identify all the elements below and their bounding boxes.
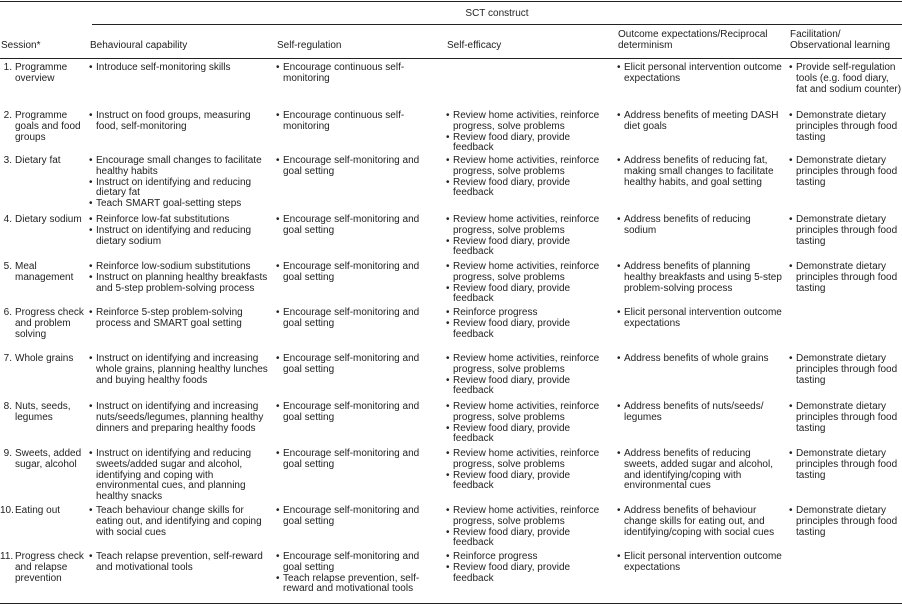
session-title: Progress check and relapse prevention <box>15 551 84 584</box>
bullet-list <box>276 506 439 528</box>
session-number: 8. <box>3 401 12 412</box>
bullet-item: • Elicit personal intervention outcome expectations <box>617 552 782 574</box>
session-title: Eating out <box>15 505 61 516</box>
cell-self-regulation <box>276 354 439 376</box>
bullet-list <box>89 552 271 574</box>
bullet-list <box>617 354 782 365</box>
bullet-list <box>446 215 611 258</box>
bullet-item: • Encourage self-monitoring and goal setting <box>276 449 439 471</box>
bullet-list <box>276 449 439 471</box>
cell-self-efficacy <box>446 354 611 397</box>
bullet-list <box>446 262 611 305</box>
bullet-list <box>276 402 439 424</box>
cell-behavioural-capability <box>89 156 271 210</box>
bullet-list <box>789 506 902 538</box>
bullet-list <box>446 111 611 154</box>
bullet-item: • Review home activities, reinforce progress, solve problems <box>446 449 611 471</box>
bullet-item: • Review food diary, provide feedback <box>446 424 611 446</box>
cell-behavioural-capability <box>89 215 271 247</box>
bullet-item: • Reinforce progress <box>446 552 611 563</box>
cell-outcome-expectations <box>617 156 782 188</box>
bullet-item: • Encourage self-monitoring and goal setting <box>276 262 439 284</box>
bullet-list <box>446 449 611 492</box>
col-header-behavioural-capability: Behavioural capability <box>90 40 188 51</box>
bullet-list <box>89 308 271 330</box>
session-cell <box>0 354 88 365</box>
session-number: 7. <box>3 353 12 364</box>
session-number: 9. <box>3 448 12 459</box>
session-number: 10. <box>0 505 14 516</box>
cell-behavioural-capability <box>89 111 271 133</box>
cell-facilitation <box>789 506 902 538</box>
session-cell <box>0 156 88 167</box>
bullet-list <box>89 262 271 294</box>
bullet-item: • Demonstrate dietary principles through food tasting <box>789 506 902 538</box>
cell-behavioural-capability <box>89 63 271 74</box>
group-header-rule <box>92 24 902 25</box>
session-title: Meal management <box>15 261 74 283</box>
bullet-list <box>617 449 782 492</box>
cell-outcome-expectations <box>617 552 782 574</box>
bullet-item: • Review food diary, provide feedback <box>446 471 611 493</box>
session-number: 4. <box>3 214 12 225</box>
session-cell <box>0 506 88 517</box>
session-title: Programme overview <box>15 62 68 84</box>
bullet-item: • Instruct on identifying and reducing dietary sodium <box>89 226 271 248</box>
bullet-list <box>617 63 782 85</box>
sct-construct-header: SCT construct <box>465 8 529 19</box>
col-header-self-regulation: Self-regulation <box>277 40 342 51</box>
bullet-list <box>89 111 271 133</box>
bullet-item: • Review home activities, reinforce progress, solve problems <box>446 402 611 424</box>
bullet-item: • Review home activities, reinforce progress, solve problems <box>446 215 611 237</box>
cell-outcome-expectations <box>617 449 782 492</box>
bullet-item: • Encourage continuous self-monitoring <box>276 63 439 85</box>
cell-facilitation <box>789 156 902 188</box>
cell-behavioural-capability <box>89 506 271 538</box>
bullet-item: • Review food diary, provide feedback <box>446 284 611 306</box>
col-header-facilitation: Facilitation/ Observational learning <box>790 29 891 51</box>
bullet-item: • Encourage self-monitoring and goal setting <box>276 156 439 178</box>
session-number: 2. <box>3 110 12 121</box>
bullet-item: • Encourage self-monitoring and goal setting <box>276 402 439 424</box>
bullet-list <box>446 402 611 445</box>
cell-outcome-expectations <box>617 63 782 85</box>
session-cell <box>0 63 88 85</box>
bullet-list <box>446 308 611 340</box>
cell-facilitation <box>789 63 902 95</box>
cell-outcome-expectations <box>617 111 782 133</box>
bullet-item: • Encourage continuous self-monitoring <box>276 111 439 133</box>
bullet-item: • Introduce self-monitoring skills <box>89 63 271 74</box>
session-title: Whole grains <box>15 353 74 364</box>
bullet-item: • Demonstrate dietary principles through food tasting <box>789 354 902 386</box>
cell-outcome-expectations <box>617 354 782 365</box>
cell-outcome-expectations <box>617 506 782 538</box>
cell-self-regulation <box>276 402 439 424</box>
bullet-list <box>617 262 782 294</box>
session-cell <box>0 552 88 584</box>
bullet-list <box>89 354 271 386</box>
cell-self-regulation <box>276 111 439 133</box>
bullet-item: • Instruct on identifying and reducing sweets/added sugar and alcohol, identifying and coping with environmental cues, and planning healthy snacks <box>89 449 271 503</box>
session-title: Nuts, seeds, legumes <box>15 401 71 423</box>
bullet-item: • Encourage self-monitoring and goal setting <box>276 506 439 528</box>
cell-self-regulation <box>276 308 439 330</box>
bullet-list <box>617 215 782 237</box>
cell-self-efficacy <box>446 402 611 445</box>
bullet-list <box>89 156 271 210</box>
bullet-item: • Instruct on planning healthy breakfasts and 5-step problem-solving process <box>89 273 271 295</box>
bullet-list <box>446 354 611 397</box>
cell-outcome-expectations <box>617 402 782 424</box>
bullet-item: • Review food diary, provide feedback <box>446 319 611 341</box>
bullet-item: • Reinforce low-sodium substitutions <box>89 262 271 273</box>
cell-facilitation <box>789 262 902 294</box>
bullet-item: • Elicit personal intervention outcome expectations <box>617 63 782 85</box>
bullet-list <box>789 215 902 247</box>
bullet-list <box>789 402 902 434</box>
bullet-list <box>89 449 271 503</box>
bullet-list <box>276 262 439 284</box>
bullet-list <box>276 354 439 376</box>
bullet-list <box>789 111 902 143</box>
bullet-item: • Encourage small changes to facilitate healthy habits <box>89 156 271 178</box>
cell-self-efficacy <box>446 215 611 258</box>
col-header-session: Session* <box>1 40 41 51</box>
bullet-item: • Address benefits of reducing sodium <box>617 215 782 237</box>
col-header-self-efficacy: Self-efficacy <box>447 40 502 51</box>
session-number: 3. <box>3 155 12 166</box>
bullet-list <box>789 354 902 386</box>
cell-facilitation <box>789 449 902 481</box>
bullet-item: • Address benefits of behaviour change skills for eating out, and identifying/coping with social cues <box>617 506 782 538</box>
cell-facilitation <box>789 354 902 386</box>
bullet-list <box>276 308 439 330</box>
cell-self-regulation <box>276 63 439 85</box>
bullet-item: • Reinforce progress <box>446 308 611 319</box>
bullet-item: • Review food diary, provide feedback <box>446 376 611 398</box>
bullet-item: • Review food diary, provide feedback <box>446 528 611 550</box>
session-title: Dietary fat <box>15 155 61 166</box>
cell-self-efficacy <box>446 156 611 199</box>
bullet-item: • Demonstrate dietary principles through food tasting <box>789 262 902 294</box>
session-cell <box>0 111 88 143</box>
cell-behavioural-capability <box>89 449 271 503</box>
cell-self-efficacy <box>446 262 611 305</box>
bullet-item: • Review food diary, provide feedback <box>446 133 611 155</box>
cell-self-efficacy <box>446 449 611 492</box>
cell-outcome-expectations <box>617 308 782 330</box>
bullet-list <box>617 111 782 133</box>
cell-behavioural-capability <box>89 262 271 294</box>
cell-behavioural-capability <box>89 552 271 574</box>
session-number: 11. <box>0 551 14 562</box>
session-cell <box>0 215 88 226</box>
bullet-item: • Review food diary, provide feedback <box>446 178 611 200</box>
bullet-item: • Demonstrate dietary principles through food tasting <box>789 111 902 143</box>
bullet-list <box>789 449 902 481</box>
bullet-list <box>89 402 271 434</box>
bullet-item: • Review home activities, reinforce progress, solve problems <box>446 354 611 376</box>
session-title: Dietary sodium <box>15 214 82 225</box>
bullet-list <box>89 506 271 538</box>
cell-outcome-expectations <box>617 215 782 237</box>
bullet-item: • Teach relapse prevention, self-reward and motivational tools <box>89 552 271 574</box>
bullet-item: • Review home activities, reinforce progress, solve problems <box>446 506 611 528</box>
cell-self-regulation <box>276 156 439 178</box>
bullet-item: • Elicit personal intervention outcome expectations <box>617 308 782 330</box>
bullet-item: • Demonstrate dietary principles through food tasting <box>789 156 902 188</box>
bullet-item: • Instruct on food groups, measuring food, self-monitoring <box>89 111 271 133</box>
bullet-list <box>617 552 782 574</box>
bullet-item: • Review home activities, reinforce progress, solve problems <box>446 262 611 284</box>
cell-self-efficacy <box>446 308 611 340</box>
table-top-rule <box>0 1 902 2</box>
bullet-list <box>617 156 782 188</box>
bullet-list <box>789 63 902 95</box>
session-number: 6. <box>3 307 12 318</box>
bullet-item: • Encourage self-monitoring and goal setting <box>276 354 439 376</box>
cell-self-efficacy <box>446 111 611 154</box>
bullet-item: • Demonstrate dietary principles through food tasting <box>789 402 902 434</box>
session-cell <box>0 402 88 424</box>
bullet-list <box>789 262 902 294</box>
cell-facilitation <box>789 402 902 434</box>
bullet-item: • Teach relapse prevention, self-reward and motivational tools <box>276 574 439 596</box>
col-header-outcome-expectations: Outcome expectations/Reciprocal determinism <box>618 29 768 51</box>
bullet-item: • Address benefits of reducing fat, making small changes to facilitate healthy habits, and goal setting <box>617 156 782 188</box>
bullet-list <box>89 63 271 74</box>
session-cell <box>0 449 88 471</box>
bullet-item: • Address benefits of whole grains <box>617 354 782 365</box>
cell-self-regulation <box>276 552 439 595</box>
bullet-list <box>446 506 611 549</box>
cell-self-regulation <box>276 262 439 284</box>
cell-facilitation <box>789 111 902 143</box>
bullet-item: • Instruct on identifying and increasing whole grains, planning healthy lunches and buying healthy foods <box>89 354 271 386</box>
bullet-list <box>276 215 439 237</box>
bullet-item: • Review food diary, provide feedback <box>446 563 611 585</box>
bullet-item: • Provide self-regulation tools (e.g. food diary, fat and sodium counter) <box>789 63 902 95</box>
cell-facilitation <box>789 215 902 247</box>
bullet-item: • Reinforce low-fat substitutions <box>89 215 271 226</box>
bullet-item: • Address benefits of meeting DASH diet goals <box>617 111 782 133</box>
bullet-item: • Review food diary, provide feedback <box>446 237 611 259</box>
bullet-item: • Reinforce 5-step problem-solving process and SMART goal setting <box>89 308 271 330</box>
bullet-item: • Review home activities, reinforce progress, solve problems <box>446 111 611 133</box>
bullet-item: • Address benefits of nuts/seeds/ legumes <box>617 402 782 424</box>
bullet-item: • Review home activities, reinforce progress, solve problems <box>446 156 611 178</box>
cell-self-regulation <box>276 506 439 528</box>
cell-behavioural-capability <box>89 354 271 386</box>
table-bottom-rule <box>0 603 902 604</box>
cell-self-regulation <box>276 449 439 471</box>
bullet-item: • Encourage self-monitoring and goal setting <box>276 552 439 574</box>
bullet-item: • Demonstrate dietary principles through food tasting <box>789 215 902 247</box>
cell-self-efficacy <box>446 506 611 549</box>
bullet-list <box>617 308 782 330</box>
bullet-list <box>276 111 439 133</box>
cell-behavioural-capability <box>89 308 271 330</box>
cell-behavioural-capability <box>89 402 271 434</box>
bullet-item: • Demonstrate dietary principles through food tasting <box>789 449 902 481</box>
session-cell <box>0 308 88 340</box>
session-number: 5. <box>3 261 12 272</box>
cell-self-regulation <box>276 215 439 237</box>
session-title: Programme goals and food groups <box>15 110 81 143</box>
bullet-item: • Teach behaviour change skills for eating out, and identifying and coping with social cues <box>89 506 271 538</box>
bullet-item: • Instruct on identifying and increasing nuts/seeds/legumes, planning healthy dinners and preparing healthy foods <box>89 402 271 434</box>
session-cell <box>0 262 88 284</box>
bullet-list <box>446 552 611 584</box>
bullet-item: • Encourage self-monitoring and goal setting <box>276 215 439 237</box>
bullet-list <box>789 156 902 188</box>
session-title: Sweets, added sugar, alcohol <box>15 448 82 470</box>
bullet-item: • Encourage self-monitoring and goal setting <box>276 308 439 330</box>
bullet-list <box>617 506 782 538</box>
cell-outcome-expectations <box>617 262 782 294</box>
header-bottom-rule <box>0 58 902 59</box>
session-title: Progress check and problem solving <box>15 307 84 340</box>
bullet-item: • Address benefits of reducing sweets, added sugar and alcohol, and identifying/coping with environmental cues <box>617 449 782 492</box>
bullet-list <box>446 156 611 199</box>
bullet-item: • Instruct on identifying and reducing dietary fat <box>89 178 271 200</box>
bullet-item: • Address benefits of planning healthy breakfasts and using 5-step problem-solving process <box>617 262 782 294</box>
bullet-list <box>276 552 439 595</box>
bullet-list <box>276 63 439 85</box>
bullet-list <box>276 156 439 178</box>
bullet-item: • Teach SMART goal-setting steps <box>89 199 271 210</box>
bullet-list <box>89 215 271 247</box>
session-number: 1. <box>3 62 12 73</box>
cell-self-efficacy <box>446 552 611 584</box>
bullet-list <box>617 402 782 424</box>
